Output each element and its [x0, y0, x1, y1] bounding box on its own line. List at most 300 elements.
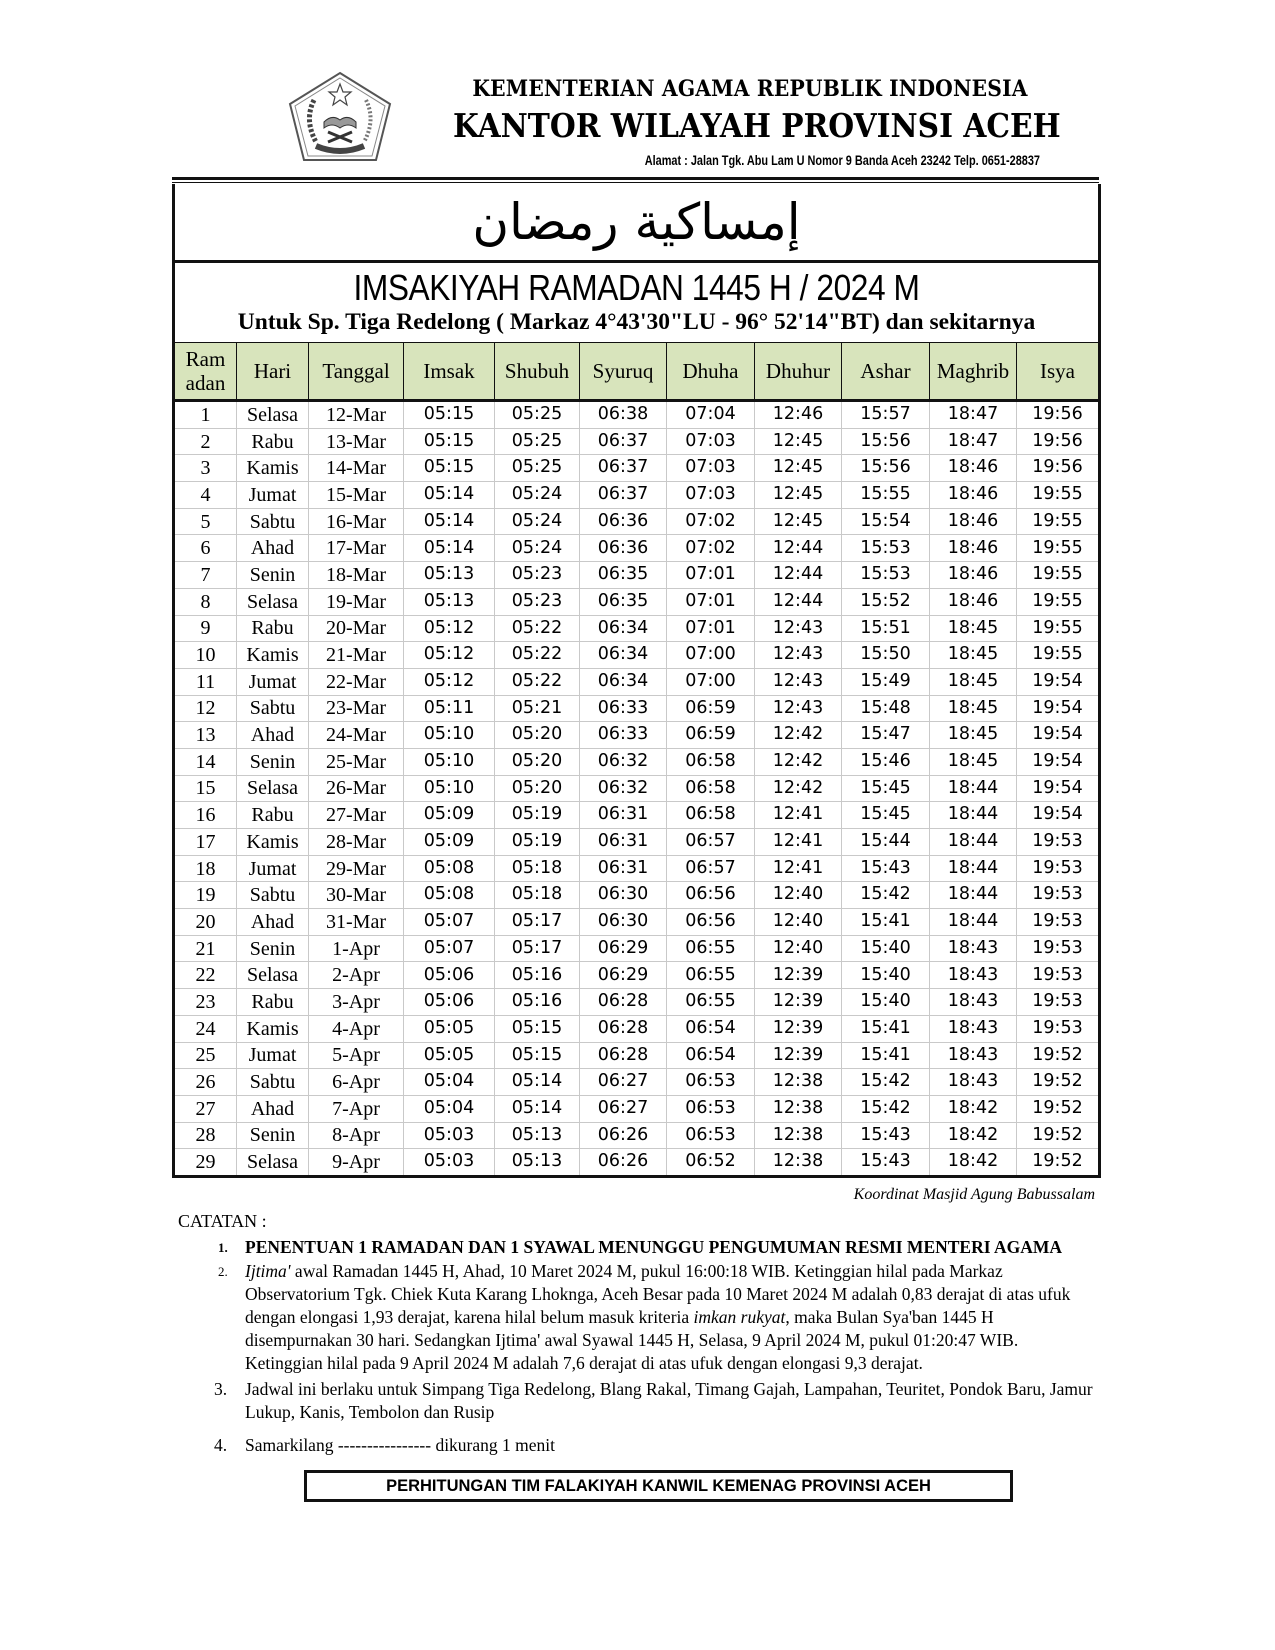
cell-tanggal: 22-Mar	[309, 668, 404, 695]
cell-maghrib: 18:45	[930, 722, 1017, 749]
cell-dhuha: 06:55	[667, 989, 755, 1016]
cell-maghrib: 18:44	[930, 829, 1017, 856]
cell-dhuha: 06:59	[667, 695, 755, 722]
cell-dhuha: 06:55	[667, 935, 755, 962]
cell-shubuh: 05:22	[495, 615, 580, 642]
table-row	[174, 508, 1100, 535]
cell-shubuh: 05:13	[495, 1149, 580, 1177]
note-item-2: 2. Ijtima' awal Ramadan 1445 H, Ahad, 10 Maret 2024 M, pukul 16:00:18 WIB. Ketinggian hilal pada Markaz Observatorium Tgk. Chiek Kuta Karang Lhoknga, Aceh Besar pada 10 Maret 2024 M adalah 0,83 derajat di atas ufuk dengan elongasi 1,93 derajat, karena hilal belum masuk kriteria imkan rukyat, maka Bulan Sya'ban 1445 H disempurnakan 30 hari. Sedangkan Ijtima' awal Syawal 1445 H, Selasa, 9 April 2024 M, pukul 01:20:47 WIB. Ketinggian hilal pada 9 April 2024 M adalah 7,6 derajat di atas ufuk dengan elongasi 9,3 derajat.	[218, 1261, 1071, 1373]
location-subtitle: Untuk Sp. Tiga Redelong ( Markaz 4°43'30"LU - 96° 52'14"BT) dan sekitarnya	[237, 309, 1036, 335]
cell-dhuha: 06:58	[667, 802, 755, 829]
cell-syuruq: 06:30	[580, 909, 667, 936]
cell-hari: Rabu	[237, 989, 309, 1016]
cell-ashar: 15:43	[842, 1149, 930, 1177]
cell-shubuh: 05:24	[495, 535, 580, 562]
cell-ramadan: 3	[174, 455, 237, 482]
cell-hari: Kamis	[237, 455, 309, 482]
cell-shubuh: 05:21	[495, 695, 580, 722]
cell-shubuh: 05:19	[495, 802, 580, 829]
table-row	[174, 882, 1100, 909]
cell-ramadan: 24	[174, 1015, 237, 1042]
table-row	[174, 455, 1100, 482]
cell-isya: 19:55	[1017, 615, 1100, 642]
cell-syuruq: 06:34	[580, 615, 667, 642]
cell-ramadan: 19	[174, 882, 237, 909]
cell-isya: 19:53	[1017, 882, 1100, 909]
arabic-title-row	[175, 184, 1098, 263]
cell-ashar: 15:41	[842, 1042, 930, 1069]
cell-syuruq: 06:36	[580, 508, 667, 535]
cell-maghrib: 18:46	[930, 482, 1017, 509]
cell-hari: Rabu	[237, 428, 309, 455]
cell-ramadan: 9	[174, 615, 237, 642]
col-header-syuruq: Syuruq	[580, 343, 667, 401]
cell-ramadan: 23	[174, 989, 237, 1016]
cell-ramadan: 20	[174, 909, 237, 936]
cell-imsak: 05:10	[404, 775, 495, 802]
cell-hari: Jumat	[237, 482, 309, 509]
cell-shubuh: 05:20	[495, 775, 580, 802]
cell-tanggal: 21-Mar	[309, 642, 404, 669]
cell-imsak: 05:05	[404, 1015, 495, 1042]
cell-isya: 19:55	[1017, 535, 1100, 562]
cell-imsak: 05:12	[404, 668, 495, 695]
col-header-maghrib: Maghrib	[930, 343, 1017, 401]
cell-isya: 19:56	[1017, 401, 1100, 429]
cell-ashar: 15:53	[842, 535, 930, 562]
cell-imsak: 05:09	[404, 802, 495, 829]
cell-dhuhur: 12:41	[755, 855, 842, 882]
cell-dhuhur: 12:39	[755, 1015, 842, 1042]
cell-maghrib: 18:46	[930, 508, 1017, 535]
cell-tanggal: 3-Apr	[309, 989, 404, 1016]
cell-isya: 19:55	[1017, 562, 1100, 589]
cell-dhuha: 06:54	[667, 1015, 755, 1042]
cell-imsak: 05:12	[404, 642, 495, 669]
cell-hari: Senin	[237, 1122, 309, 1149]
cell-tanggal: 23-Mar	[309, 695, 404, 722]
cell-dhuha: 06:53	[667, 1122, 755, 1149]
cell-isya: 19:54	[1017, 722, 1100, 749]
cell-imsak: 05:14	[404, 508, 495, 535]
cell-ramadan: 2	[174, 428, 237, 455]
cell-imsak: 05:15	[404, 428, 495, 455]
cell-dhuha: 06:58	[667, 775, 755, 802]
cell-isya: 19:54	[1017, 748, 1100, 775]
cell-shubuh: 05:13	[495, 1122, 580, 1149]
kemenag-emblem-icon	[286, 70, 394, 164]
cell-ashar: 15:43	[842, 1122, 930, 1149]
cell-isya: 19:52	[1017, 1149, 1100, 1177]
cell-imsak: 05:04	[404, 1095, 495, 1122]
cell-tanggal: 7-Apr	[309, 1095, 404, 1122]
cell-hari: Selasa	[237, 962, 309, 989]
cell-shubuh: 05:18	[495, 882, 580, 909]
cell-ashar: 15:42	[842, 1069, 930, 1096]
table-row	[174, 935, 1100, 962]
table-row	[174, 615, 1100, 642]
cell-shubuh: 05:16	[495, 962, 580, 989]
title-row	[175, 263, 1098, 342]
cell-hari: Jumat	[237, 855, 309, 882]
cell-imsak: 05:14	[404, 482, 495, 509]
col-header-hari: Hari	[237, 343, 309, 401]
cell-syuruq: 06:26	[580, 1122, 667, 1149]
cell-hari: Ahad	[237, 722, 309, 749]
cell-hari: Sabtu	[237, 1069, 309, 1096]
cell-ramadan: 11	[174, 668, 237, 695]
cell-imsak: 05:08	[404, 882, 495, 909]
cell-hari: Ahad	[237, 535, 309, 562]
cell-dhuha: 06:53	[667, 1069, 755, 1096]
cell-maghrib: 18:42	[930, 1149, 1017, 1177]
cell-ashar: 15:45	[842, 775, 930, 802]
cell-ramadan: 28	[174, 1122, 237, 1149]
cell-shubuh: 05:23	[495, 588, 580, 615]
cell-syuruq: 06:33	[580, 722, 667, 749]
cell-imsak: 05:10	[404, 722, 495, 749]
cell-syuruq: 06:33	[580, 695, 667, 722]
cell-tanggal: 16-Mar	[309, 508, 404, 535]
cell-ashar: 15:40	[842, 935, 930, 962]
cell-dhuha: 07:00	[667, 668, 755, 695]
col-header-imsak: Imsak	[404, 343, 495, 401]
cell-syuruq: 06:27	[580, 1095, 667, 1122]
cell-hari: Senin	[237, 562, 309, 589]
table-row	[174, 989, 1100, 1016]
table-row	[174, 401, 1100, 429]
cell-hari: Senin	[237, 935, 309, 962]
cell-ashar: 15:45	[842, 802, 930, 829]
cell-ashar: 15:40	[842, 962, 930, 989]
cell-isya: 19:52	[1017, 1069, 1100, 1096]
letterhead-divider-thin	[172, 182, 1099, 183]
cell-ramadan: 25	[174, 1042, 237, 1069]
page-title: IMSAKIYAH RAMADAN 1445 H / 2024 M	[353, 267, 920, 308]
cell-ashar: 15:46	[842, 748, 930, 775]
col-header-dhuhur: Dhuhur	[755, 343, 842, 401]
cell-dhuha: 06:56	[667, 909, 755, 936]
cell-tanggal: 28-Mar	[309, 829, 404, 856]
cell-dhuha: 06:55	[667, 962, 755, 989]
cell-isya: 19:52	[1017, 1095, 1100, 1122]
cell-ramadan: 8	[174, 588, 237, 615]
cell-maghrib: 18:46	[930, 588, 1017, 615]
cell-dhuha: 07:02	[667, 508, 755, 535]
cell-ashar: 15:53	[842, 562, 930, 589]
cell-dhuhur: 12:45	[755, 455, 842, 482]
letterhead-divider	[172, 177, 1099, 180]
cell-syuruq: 06:32	[580, 775, 667, 802]
cell-isya: 19:56	[1017, 455, 1100, 482]
cell-dhuha: 06:53	[667, 1095, 755, 1122]
table-row	[174, 1069, 1100, 1096]
table-row	[174, 909, 1100, 936]
cell-maghrib: 18:44	[930, 775, 1017, 802]
cell-syuruq: 06:35	[580, 588, 667, 615]
cell-shubuh: 05:25	[495, 455, 580, 482]
cell-ramadan: 5	[174, 508, 237, 535]
cell-syuruq: 06:37	[580, 455, 667, 482]
cell-dhuhur: 12:38	[755, 1095, 842, 1122]
cell-isya: 19:56	[1017, 428, 1100, 455]
cell-shubuh: 05:15	[495, 1042, 580, 1069]
cell-ashar: 15:40	[842, 989, 930, 1016]
cell-tanggal: 26-Mar	[309, 775, 404, 802]
cell-hari: Ahad	[237, 909, 309, 936]
cell-syuruq: 06:28	[580, 989, 667, 1016]
title-frame	[172, 184, 1101, 342]
cell-maghrib: 18:45	[930, 615, 1017, 642]
cell-ramadan: 21	[174, 935, 237, 962]
cell-isya: 19:55	[1017, 508, 1100, 535]
cell-syuruq: 06:34	[580, 642, 667, 669]
cell-ashar: 15:52	[842, 588, 930, 615]
cell-syuruq: 06:37	[580, 482, 667, 509]
cell-isya: 19:53	[1017, 962, 1100, 989]
table-row	[174, 588, 1100, 615]
cell-dhuha: 06:52	[667, 1149, 755, 1177]
table-row	[174, 535, 1100, 562]
cell-imsak: 05:03	[404, 1149, 495, 1177]
cell-dhuha: 07:03	[667, 482, 755, 509]
cell-maghrib: 18:42	[930, 1095, 1017, 1122]
cell-imsak: 05:07	[404, 909, 495, 936]
cell-syuruq: 06:29	[580, 935, 667, 962]
cell-ashar: 15:41	[842, 1015, 930, 1042]
cell-shubuh: 05:24	[495, 508, 580, 535]
cell-hari: Kamis	[237, 642, 309, 669]
cell-syuruq: 06:31	[580, 802, 667, 829]
cell-dhuha: 07:03	[667, 455, 755, 482]
cell-ramadan: 26	[174, 1069, 237, 1096]
cell-imsak: 05:13	[404, 588, 495, 615]
cell-dhuhur: 12:40	[755, 882, 842, 909]
cell-dhuhur: 12:41	[755, 802, 842, 829]
cell-shubuh: 05:15	[495, 1015, 580, 1042]
table-row	[174, 1042, 1100, 1069]
cell-ashar: 15:49	[842, 668, 930, 695]
cell-syuruq: 06:31	[580, 855, 667, 882]
cell-dhuhur: 12:42	[755, 775, 842, 802]
cell-dhuha: 07:01	[667, 562, 755, 589]
cell-tanggal: 9-Apr	[309, 1149, 404, 1177]
cell-maghrib: 18:45	[930, 748, 1017, 775]
cell-syuruq: 06:28	[580, 1015, 667, 1042]
cell-dhuha: 07:02	[667, 535, 755, 562]
cell-maghrib: 18:43	[930, 1069, 1017, 1096]
cell-maghrib: 18:43	[930, 935, 1017, 962]
cell-shubuh: 05:16	[495, 989, 580, 1016]
cell-dhuhur: 12:39	[755, 1042, 842, 1069]
cell-syuruq: 06:30	[580, 882, 667, 909]
coordinate-note: Koordinat Masjid Agung Babussalam	[853, 1186, 1095, 1203]
cell-hari: Selasa	[237, 775, 309, 802]
note-item-1: 1. PENENTUAN 1 RAMADAN DAN 1 SYAWAL MENUNGGU PENGUMUMAN RESMI MENTERI AGAMA	[218, 1237, 1063, 1257]
cell-maghrib: 18:43	[930, 962, 1017, 989]
arabic-title: إمساكية رمضان	[472, 193, 801, 251]
cell-shubuh: 05:18	[495, 855, 580, 882]
cell-imsak: 05:12	[404, 615, 495, 642]
cell-dhuhur: 12:43	[755, 642, 842, 669]
cell-maghrib: 18:44	[930, 882, 1017, 909]
cell-dhuha: 07:00	[667, 642, 755, 669]
table-row	[174, 482, 1100, 509]
cell-ashar: 15:56	[842, 455, 930, 482]
cell-maghrib: 18:46	[930, 535, 1017, 562]
cell-tanggal: 25-Mar	[309, 748, 404, 775]
cell-tanggal: 31-Mar	[309, 909, 404, 936]
cell-dhuha: 06:59	[667, 722, 755, 749]
cell-ramadan: 6	[174, 535, 237, 562]
cell-hari: Sabtu	[237, 695, 309, 722]
cell-ashar: 15:43	[842, 855, 930, 882]
cell-shubuh: 05:25	[495, 428, 580, 455]
cell-tanggal: 13-Mar	[309, 428, 404, 455]
cell-dhuha: 07:01	[667, 588, 755, 615]
cell-ashar: 15:41	[842, 909, 930, 936]
cell-syuruq: 06:38	[580, 401, 667, 429]
table-row	[174, 668, 1100, 695]
office-address: Alamat : Jalan Tgk. Abu Lam U Nomor 9 Banda Aceh 23242 Telp. 0651-28837	[644, 152, 1040, 168]
cell-dhuhur: 12:46	[755, 401, 842, 429]
cell-hari: Rabu	[237, 615, 309, 642]
cell-hari: Selasa	[237, 401, 309, 429]
notes-label: CATATAN :	[178, 1211, 267, 1231]
table-row	[174, 1149, 1100, 1177]
cell-dhuha: 07:01	[667, 615, 755, 642]
cell-tanggal: 24-Mar	[309, 722, 404, 749]
cell-hari: Selasa	[237, 588, 309, 615]
cell-dhuhur: 12:45	[755, 482, 842, 509]
cell-dhuha: 06:57	[667, 829, 755, 856]
table-row	[174, 642, 1100, 669]
cell-imsak: 05:13	[404, 562, 495, 589]
cell-dhuhur: 12:38	[755, 1069, 842, 1096]
cell-isya: 19:55	[1017, 642, 1100, 669]
cell-dhuhur: 12:42	[755, 748, 842, 775]
cell-imsak: 05:14	[404, 535, 495, 562]
cell-dhuhur: 12:45	[755, 428, 842, 455]
cell-syuruq: 06:34	[580, 668, 667, 695]
cell-ramadan: 27	[174, 1095, 237, 1122]
cell-maghrib: 18:44	[930, 802, 1017, 829]
cell-ashar: 15:48	[842, 695, 930, 722]
cell-hari: Kamis	[237, 1015, 309, 1042]
cell-maghrib: 18:43	[930, 1015, 1017, 1042]
cell-dhuha: 06:56	[667, 882, 755, 909]
cell-syuruq: 06:26	[580, 1149, 667, 1177]
cell-ashar: 15:56	[842, 428, 930, 455]
cell-imsak: 05:10	[404, 748, 495, 775]
cell-isya: 19:53	[1017, 989, 1100, 1016]
cell-isya: 19:54	[1017, 775, 1100, 802]
table-row	[174, 748, 1100, 775]
cell-isya: 19:54	[1017, 695, 1100, 722]
cell-isya: 19:52	[1017, 1122, 1100, 1149]
ministry-name: KEMENTERIAN AGAMA REPUBLIK INDONESIA	[472, 76, 1028, 102]
cell-ramadan: 29	[174, 1149, 237, 1177]
cell-imsak: 05:09	[404, 829, 495, 856]
cell-hari: Kamis	[237, 829, 309, 856]
cell-shubuh: 05:20	[495, 748, 580, 775]
cell-tanggal: 5-Apr	[309, 1042, 404, 1069]
cell-maghrib: 18:43	[930, 1042, 1017, 1069]
cell-shubuh: 05:14	[495, 1069, 580, 1096]
table-row	[174, 722, 1100, 749]
table-row	[174, 695, 1100, 722]
cell-ramadan: 10	[174, 642, 237, 669]
col-header-tanggal: Tanggal	[309, 343, 404, 401]
cell-syuruq: 06:28	[580, 1042, 667, 1069]
cell-isya: 19:55	[1017, 482, 1100, 509]
cell-hari: Rabu	[237, 802, 309, 829]
cell-hari: Jumat	[237, 1042, 309, 1069]
cell-maghrib: 18:45	[930, 695, 1017, 722]
cell-hari: Sabtu	[237, 508, 309, 535]
cell-tanggal: 14-Mar	[309, 455, 404, 482]
cell-hari: Selasa	[237, 1149, 309, 1177]
cell-dhuhur: 12:44	[755, 588, 842, 615]
table-row	[174, 1122, 1100, 1149]
cell-syuruq: 06:37	[580, 428, 667, 455]
cell-dhuhur: 12:40	[755, 909, 842, 936]
cell-syuruq: 06:36	[580, 535, 667, 562]
cell-maghrib: 18:45	[930, 642, 1017, 669]
cell-ashar: 15:47	[842, 722, 930, 749]
cell-ramadan: 17	[174, 829, 237, 856]
cell-dhuhur: 12:43	[755, 668, 842, 695]
cell-dhuhur: 12:45	[755, 508, 842, 535]
col-header-dhuha: Dhuha	[667, 343, 755, 401]
note-item-4: 4. Samarkilang ---------------- dikurang 1 menit	[214, 1435, 556, 1455]
cell-shubuh: 05:17	[495, 935, 580, 962]
cell-tanggal: 6-Apr	[309, 1069, 404, 1096]
cell-dhuha: 06:54	[667, 1042, 755, 1069]
cell-hari: Ahad	[237, 1095, 309, 1122]
cell-dhuha: 07:04	[667, 401, 755, 429]
cell-dhuha: 06:58	[667, 748, 755, 775]
cell-imsak: 05:06	[404, 962, 495, 989]
cell-tanggal: 4-Apr	[309, 1015, 404, 1042]
cell-tanggal: 2-Apr	[309, 962, 404, 989]
cell-isya: 19:52	[1017, 1042, 1100, 1069]
cell-ashar: 15:51	[842, 615, 930, 642]
cell-ramadan: 1	[174, 401, 237, 429]
cell-isya: 19:53	[1017, 1015, 1100, 1042]
table-header-row	[174, 343, 1100, 401]
cell-tanggal: 27-Mar	[309, 802, 404, 829]
cell-imsak: 05:08	[404, 855, 495, 882]
cell-maghrib: 18:45	[930, 668, 1017, 695]
cell-tanggal: 19-Mar	[309, 588, 404, 615]
cell-shubuh: 05:25	[495, 401, 580, 429]
cell-shubuh: 05:24	[495, 482, 580, 509]
cell-maghrib: 18:44	[930, 909, 1017, 936]
table-row	[174, 775, 1100, 802]
cell-syuruq: 06:32	[580, 748, 667, 775]
cell-ashar: 15:42	[842, 882, 930, 909]
cell-hari: Jumat	[237, 668, 309, 695]
cell-tanggal: 30-Mar	[309, 882, 404, 909]
cell-maghrib: 18:43	[930, 989, 1017, 1016]
cell-dhuhur: 12:44	[755, 535, 842, 562]
cell-dhuhur: 12:43	[755, 615, 842, 642]
cell-hari: Senin	[237, 748, 309, 775]
col-header-ramadan: Ram adan	[174, 343, 237, 401]
note-item-3: 3. Jadwal ini berlaku untuk Simpang Tiga Redelong, Blang Rakal, Timang Gajah, Lampahan, Teuritet, Pondok Baru, Jamur Lukup, Kanis, Tembolon dan Rusip	[214, 1379, 1093, 1422]
table-row	[174, 562, 1100, 589]
